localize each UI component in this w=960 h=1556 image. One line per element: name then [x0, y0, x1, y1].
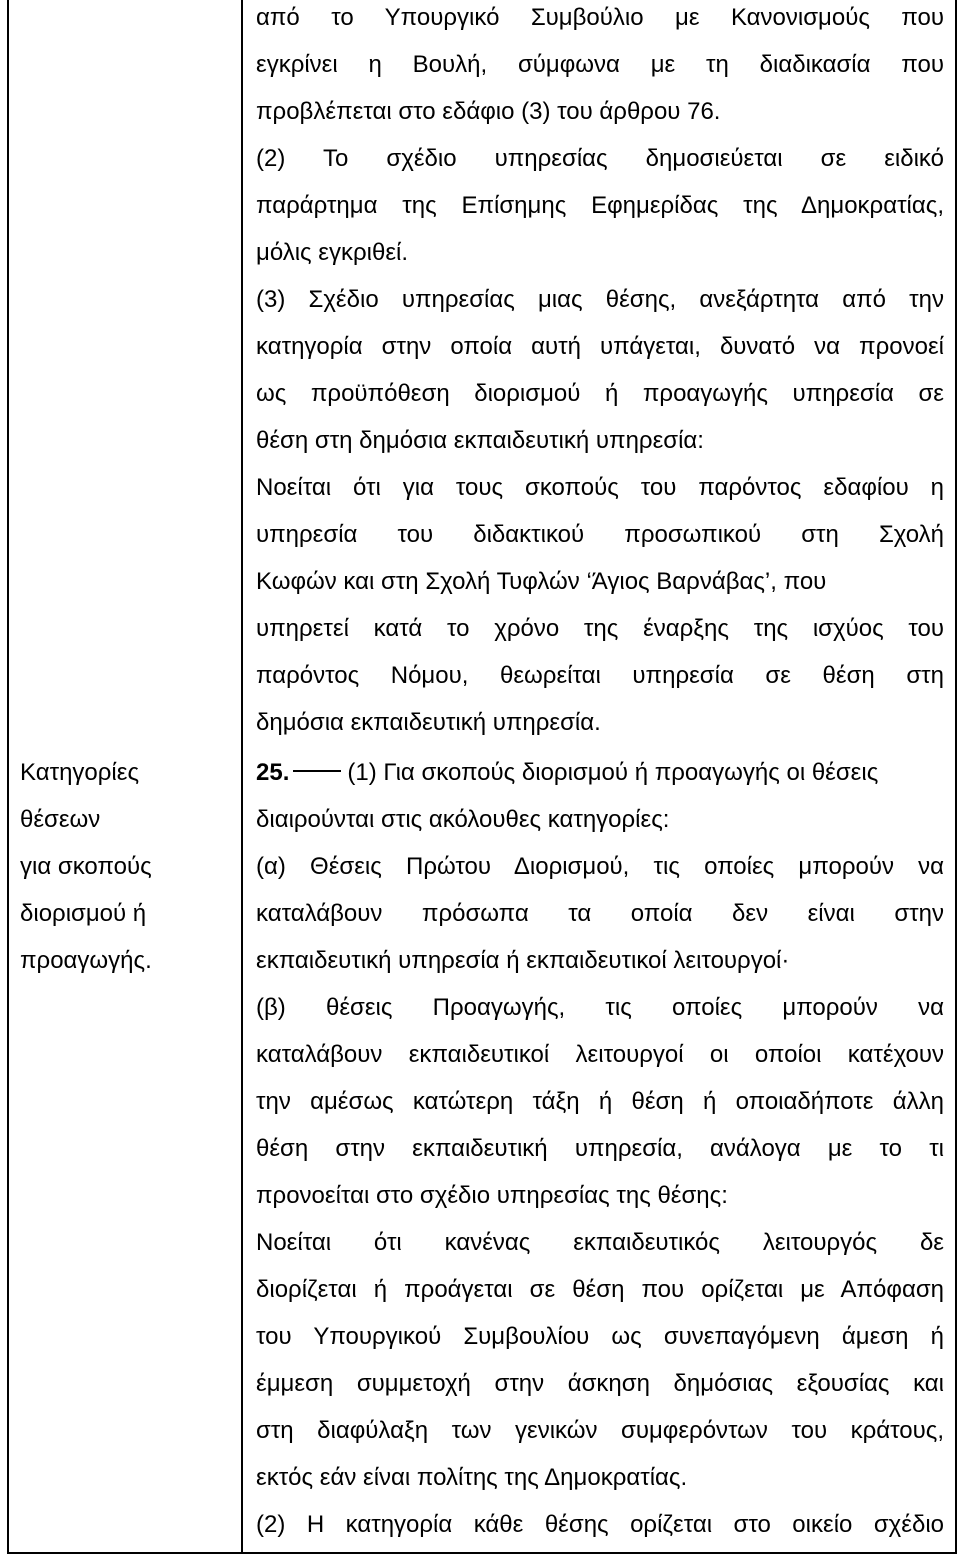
text-line: (2) Η κατηγορία κάθε θέσης ορίζεται στο οικείο σχέδιο [256, 1511, 944, 1538]
text-line: διορίζεται ή προάγεται σε θέση που ορίζεται με Απόφαση [256, 1276, 944, 1303]
text-line: την αμέσως κατώτερη τάξη ή θέση ή οποιαδήποτε άλλη [256, 1088, 944, 1115]
column-divider [241, 0, 243, 1554]
section-number: 25. [256, 759, 290, 786]
text-line: εκπαιδευτική υπηρεσία ή εκπαιδευτικοί λειτουργοί· [256, 947, 790, 974]
text-line: του Υπουργικού Συμβουλίου ως συνεπαγόμενη άμεση ή [256, 1323, 944, 1350]
text-line: εγκρίνει η Βουλή, σύμφωνα με τη διαδικασία που [256, 51, 944, 78]
text-line: θέση στην εκπαιδευτική υπηρεσία, ανάλογα με το τι [256, 1135, 944, 1162]
side-heading-line: θέσεων [20, 806, 101, 833]
text-line: Νοείται ότι κανένας εκπαιδευτικός λειτουργός δε [256, 1229, 944, 1256]
side-heading-line: προαγωγής. [20, 947, 152, 974]
text-line: καταλάβουν πρόσωπα τα οποία δεν είναι στην [256, 900, 944, 927]
side-heading-line: Κατηγορίες [20, 759, 140, 786]
text-line: προνοείται στο σχέδιο υπηρεσίας της θέσης: [256, 1182, 728, 1209]
em-dash [293, 770, 341, 772]
text-line: παράρτημα της Επίσημης Εφημερίδας της Δημοκρατίας, [256, 192, 944, 219]
text-line: υπηρεσία του διδακτικού προσωπικού στη Σχολή [256, 521, 944, 548]
text-line: μόλις εγκριθεί. [256, 239, 409, 266]
text-line: έμμεση συμμετοχή στην άσκηση δημόσιας εξουσίας και [256, 1370, 944, 1397]
text-line: παρόντος Νόμου, θεωρείται υπηρεσία σε θέση στη [256, 662, 944, 689]
text-line: (3) Σχέδιο υπηρεσίας μιας θέσης, ανεξάρτητα από την [256, 286, 944, 313]
text-line: από το Υπουργικό Συμβούλιο με Κανονισμούς που [256, 4, 944, 31]
text-line: διαιρούνται στις ακόλουθες κατηγορίες: [256, 806, 670, 833]
text-line: (α) Θέσεις Πρώτου Διορισμού, τις οποίες μπορούν να [256, 853, 944, 880]
text-line: υπηρετεί κατά το χρόνο της έναρξης της ισχύος του [256, 615, 944, 642]
text-line: (2) Το σχέδιο υπηρεσίας δημοσιεύεται σε ειδικό [256, 145, 944, 172]
text-line: (β) θέσεις Προαγωγής, τις οποίες μπορούν να [256, 994, 944, 1021]
side-heading-line: διορισμού ή [20, 900, 147, 927]
section-first-line-text: (1) Για σκοπούς διορισμού ή προαγωγής οι θέσεις [347, 759, 879, 786]
side-heading-line: για σκοπούς [20, 853, 152, 880]
section-25-first-line [256, 758, 878, 788]
text-line: καταλάβουν εκπαιδευτικοί λειτουργοί οι οποίοι κατέχουν [256, 1041, 944, 1068]
text-line: θέση στη δημόσια εκπαιδευτική υπηρεσία: [256, 427, 704, 454]
text-line: Νοείται ότι για τους σκοπούς του παρόντος εδαφίου η [256, 474, 944, 501]
text-line: κατηγορία στην οποία αυτή υπάγεται, δυνατό να προνοεί [256, 333, 944, 360]
text-line: ως προϋπόθεση διορισμού ή προαγωγής υπηρεσία σε [256, 380, 944, 407]
text-line: Κωφών και στη Σχολή Τυφλών ‘Άγιος Βαρνάβας’, που [256, 568, 827, 595]
text-line: εκτός εάν είναι πολίτης της Δημοκρατίας. [256, 1464, 688, 1491]
text-line: δημόσια εκπαιδευτική υπηρεσία. [256, 709, 601, 736]
text-line: στη διαφύλαξη των γενικών συμφερόντων του κράτους, [256, 1417, 944, 1444]
text-line: προβλέπεται στο εδάφιο (3) του άρθρου 76. [256, 98, 721, 125]
